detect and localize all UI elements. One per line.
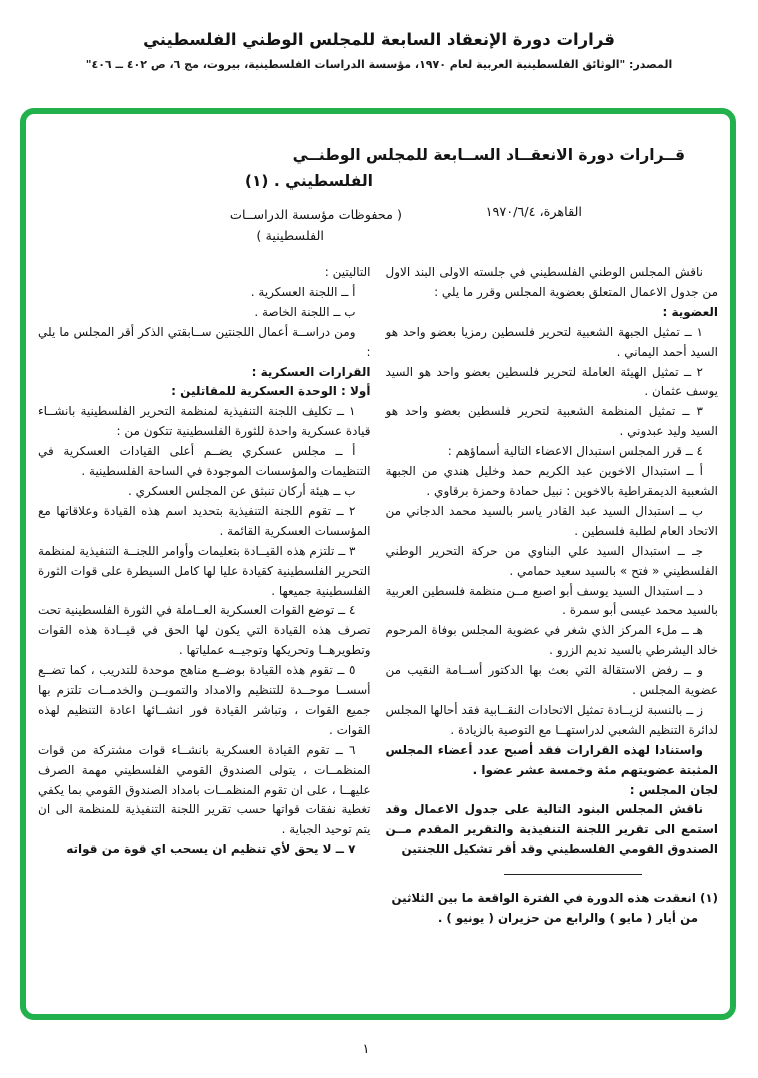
paragraph: هـ ــ ملء المركز الذي شغر في عضوية المجلس بوفاة المرحوم خالد اليشرطي بالسيد نديم الزرو .	[385, 623, 718, 658]
paragraph: ١ ــ تمثيل الجبهة الشعبية لتحرير فلسطين رمزيا بعضو واحد هو السيد أحمد اليماني .	[385, 324, 718, 359]
footnote-line2: من أيار ( مايو ) والرابع من حزيران ( يونيو ) .	[437, 911, 698, 926]
paragraph: ٢ ــ تمثيل الهيئة العاملة لتحرير فلسطين بعضو واحد هو السيد يوسف عثمان .	[385, 364, 718, 399]
document-meta	[38, 203, 718, 255]
paragraph: ٣ ــ تمثيل المنظمة الشعبية لتحرير فلسطين بعضو واحد هو السيد وليد عبدوني .	[385, 404, 718, 439]
paragraph: ٧ ــ لا يحق لأي تنظيم ان يسحب اي قوة من قواته	[66, 842, 356, 857]
paragraph: ٢ ــ تقوم اللجنة التنفيذية بتحديد اسم هذه القيادة وعلاقاتها مع المؤسسات العسكرية القائمة .	[38, 503, 371, 538]
paragraph: واستنادا لهذه القرارات فقد أصبح عدد أعضاء المجلس المثبتة عضويتهم مئة وخمسة عشر عضوا .	[385, 742, 718, 777]
archive-note-line2: الفلسطينية )	[256, 229, 324, 244]
footnote	[386, 888, 719, 928]
paragraph: ومن دراســة أعمال اللجنتين ســابقتي الذكر أقر المجلس ما يلي :	[38, 324, 371, 359]
section-heading: العضوية :	[662, 304, 718, 319]
document-title	[38, 144, 718, 193]
paragraph: ب ــ هيئة أركان تنبثق عن المجلس العسكري .	[127, 483, 356, 498]
paragraph: ٥ ــ تقوم هذه القيادة بوضــع مناهج موحدة للتدريب ، كما تضــع أسســا موحــدة للتنظيم والامداد والتمويــن والخدمــات تلتزم بها جميع القوات ، وتباشر القيادة فور انشــائها اعادة التنظيم لهذه القوات .	[38, 663, 371, 737]
column-right	[386, 263, 719, 928]
page-header	[0, 30, 758, 71]
dateline: القاهرة، ١٩٧٠/٦/٤	[485, 205, 582, 220]
paragraph: جـ ــ استبدال السيد علي البناوي من حركة التحرير الوطني الفلسطيني « فتح » بالسيد سعيد حمامي .	[385, 543, 718, 578]
section-heading: أولا : الوحدة العسكرية للمقاتلين :	[171, 384, 371, 399]
paragraph: ب ــ استبدال السيد عبد القادر ياسر بالسيد محمد الدجاني من الاتحاد العام لطلبة فلسطين .	[385, 503, 718, 538]
paragraph: ز ــ بالنسبة لزيــادة تمثيل الاتحادات النقــابية فقد أحالها المجلس لدائرة التنظيم الشعبي لدراستهــا مع التوصية بالزيادة .	[385, 702, 718, 737]
column-right-paragraphs	[386, 263, 719, 860]
source-citation: المصدر: "الوثائق الفلسطينية العربية لعام ١٩٧٠، مؤسسة الدراسات الفلسطينية، بيروت، مج ٦، ص ٤٠٢ ــ ٤٠٦"	[85, 58, 673, 71]
paragraph: ١ ــ تكليف اللجنة التنفيذية لمنظمة التحرير الفلسطينية بانشــاء قيادة عسكرية واحدة للثورة الفلسطينية تتكون من :	[38, 404, 371, 439]
paragraph: ٣ ــ تلتزم هذه القيــادة بتعليمات وأوامر اللجنــة التنفيذية لمنظمة التحرير الفلسطينية كقيادة عليا لها كامل السيطرة على قوات الثورة الفلسطينية جميعها .	[38, 543, 371, 598]
column-left	[38, 263, 371, 928]
paragraph: أ ــ استبدال الاخوين عبد الكريم حمد وخليل هندي من الجبهة الشعبية الديمقراطية بالاخوين : نبيل حمادة وحمزة برقاوي .	[385, 464, 718, 498]
document-frame	[20, 108, 736, 1020]
paragraph: ب ــ اللجنة الخاصة .	[254, 304, 356, 319]
footnote-line1: (١) انعقدت هذه الدورة في الفترة الواقعة ما بين الثلاثين	[391, 891, 718, 906]
column-left-paragraphs	[38, 263, 371, 860]
paragraph: ٤ ــ قرر المجلس استبدال الاعضاء التالية أسماؤهم :	[447, 444, 703, 459]
paragraph: ٦ ــ تقوم القيادة العسكرية بانشــاء قوات مشتركة من قوات المنظمــات ، يتولى الصندوق القومي الفلسطيني مهمة الصرف عليهــا ، على ان تقوم المنظمــات بامداد الصندوق القومي بما يكفي تغطية نفقات قواتها حسب تقرير اللجنة التنفيذية للمنظمة الى ان يتم توحيد الجباية .	[38, 742, 371, 837]
paragraph: و ــ رفض الاستقالة التي بعث بها الدكتور أســامة النقيب من عضوية المجلس .	[385, 663, 718, 698]
paragraph: التاليتين :	[324, 265, 371, 279]
document-title-line2: الفلسطيني . (١)	[244, 172, 373, 190]
page-number: ١	[362, 1042, 370, 1057]
paragraph: ناقش المجلس الوطني الفلسطيني في جلسته الاولى البند الاول من جدول الاعمال المتعلق بعضوية المجلس وقرر ما يلي :	[385, 265, 718, 299]
paragraph: أ ــ مجلس عسكري يضــم أعلى القيادات العسكرية في التنظيمات والمؤسسات الموجودة في الساحة الفلسطينية .	[38, 444, 371, 479]
footnote-block	[386, 874, 719, 928]
paragraph: ناقش المجلس البنود التالية على جدول الاعمال وقد استمع الى تقرير اللجنة التنفيذية والتقرير المقدم مــن الصندوق القومي الفلسطيني وقد أقر تشكيل اللجنتين	[385, 802, 718, 857]
section-heading: القرارات العسكرية :	[251, 364, 371, 379]
paragraph: د ــ استبدال السيد يوسف أبو اصبع مــن منظمة فلسطين العربية بالسيد محمد عيسى أبو سمرة .	[385, 583, 718, 618]
text-columns	[38, 263, 718, 928]
paragraph: ٤ ــ توضع القوات العسكرية العــاملة في الثورة الفلسطينية تحت تصرف هذه القيادة التي يكون لها الحق في قيــادة هذه القوات وتطويرهــا وتحريكها وتوجيــه عملياتها .	[38, 603, 371, 658]
archive-note	[230, 205, 402, 247]
page-title: قرارات دورة الإنعقاد السابعة للمجلس الوطني الفلسطيني	[143, 30, 615, 49]
document-title-line1: قــرارات دورة الانعقــاد الســابعة للمجلس الوطنــي	[292, 146, 685, 164]
footnote-separator	[504, 874, 642, 875]
paragraph: أ ــ اللجنة العسكرية .	[250, 284, 356, 299]
archive-note-line1: ( محفوظات مؤسسة الدراســات	[229, 208, 402, 223]
section-heading: لجان المجلس :	[629, 782, 718, 797]
